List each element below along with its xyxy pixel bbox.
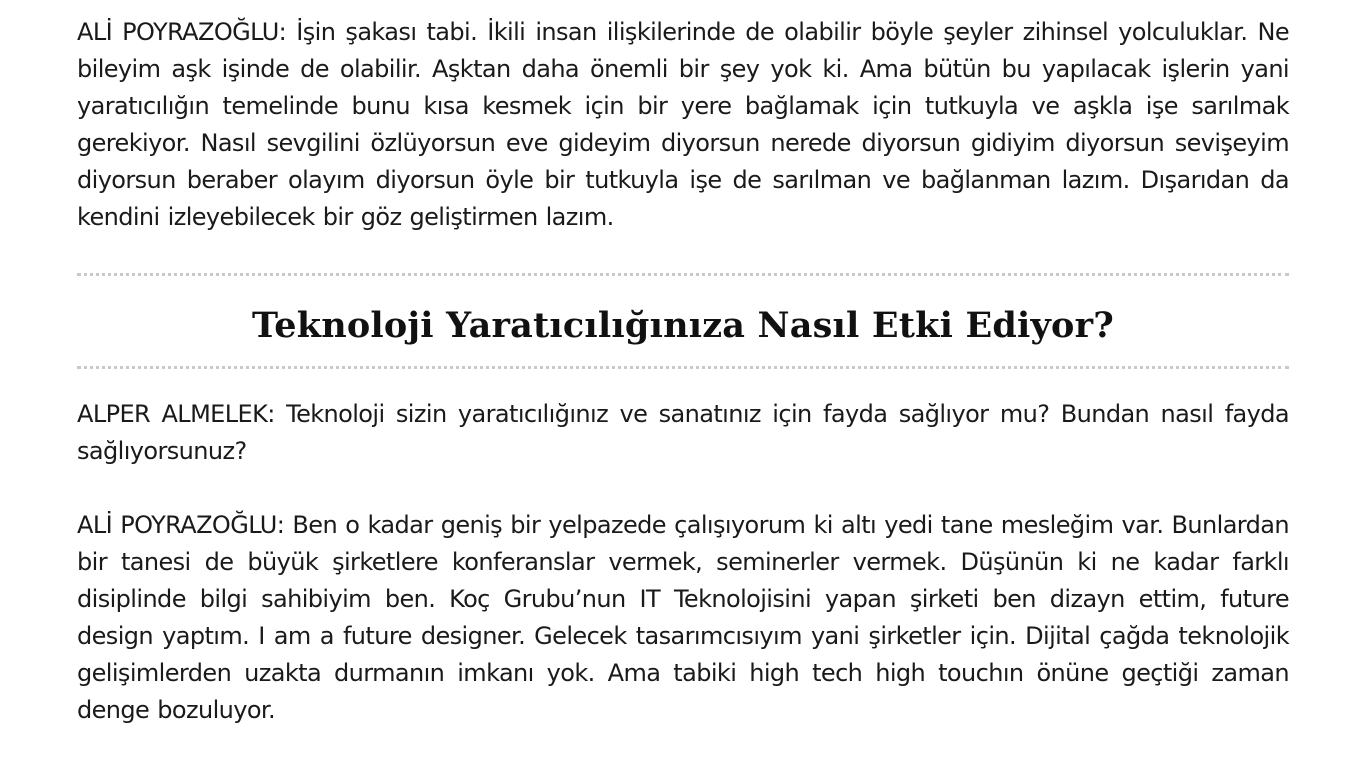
interview-question-paragraph: ALPER ALMELEK: Teknoloji sizin yaratıcılığınız ve sanatınız için fayda sağlıyor mu? Bundan nasıl fayda sağlıyorsunuz? [77, 400, 1289, 465]
article-content [77, 14, 1289, 729]
interview-answer-paragraph: ALİ POYRAZOĞLU: İşin şakası tabi. İkili insan ilişkilerinde de olabilir böyle şeyler zihinsel yolculuklar. Ne bileyim aşk işinde de olabilir. Aşktan daha önemli bir şey yok ki. Ama bütün bu yapılacak işlerin yani yaratıcılığın temelinde bunu kısa kesmek için bir yere bağlamak için tutkuyla ve aşkla işe sarılmak gerekiyor. Nasıl sevgilini özlüyorsun eve gideyim diyorsun nerede diyorsun gidiyim diyorsun sevişeyim diyorsun beraber olayım diyorsun öyle bir tutkuyla işe de sarılman ve bağlanman lazım. Dışarıdan da kendini izleyebilecek bir göz geliştirmen lazım. [77, 18, 1289, 231]
dotted-divider-top [77, 273, 1289, 276]
section-heading: Teknoloji Yaratıcılığınıza Nasıl Etki Ediyor? [252, 305, 1114, 346]
dotted-divider-bottom [77, 366, 1289, 369]
interview-answer-paragraph-2: ALİ POYRAZOĞLU: Ben o kadar geniş bir yelpazede çalışıyorum ki altı yedi tane mesleğim var. Bunlardan bir tanesi de büyük şirketlere konferanslar vermek, seminerler vermek. Düşünün ki ne kadar farklı disiplinde bilgi sahibiyim ben. Koç Grubu’nun IT Teknolojisini yapan şirketi ben dizayn ettim, future design yaptım. I am a future designer. Gelecek tasarımcısıyım yani şirketler için. Dijital çağda teknolojik gelişimlerden uzakta durmanın imkanı yok. Ama tabiki high tech high touchın önüne geçtiği zaman denge bozuluyor. [77, 511, 1289, 724]
